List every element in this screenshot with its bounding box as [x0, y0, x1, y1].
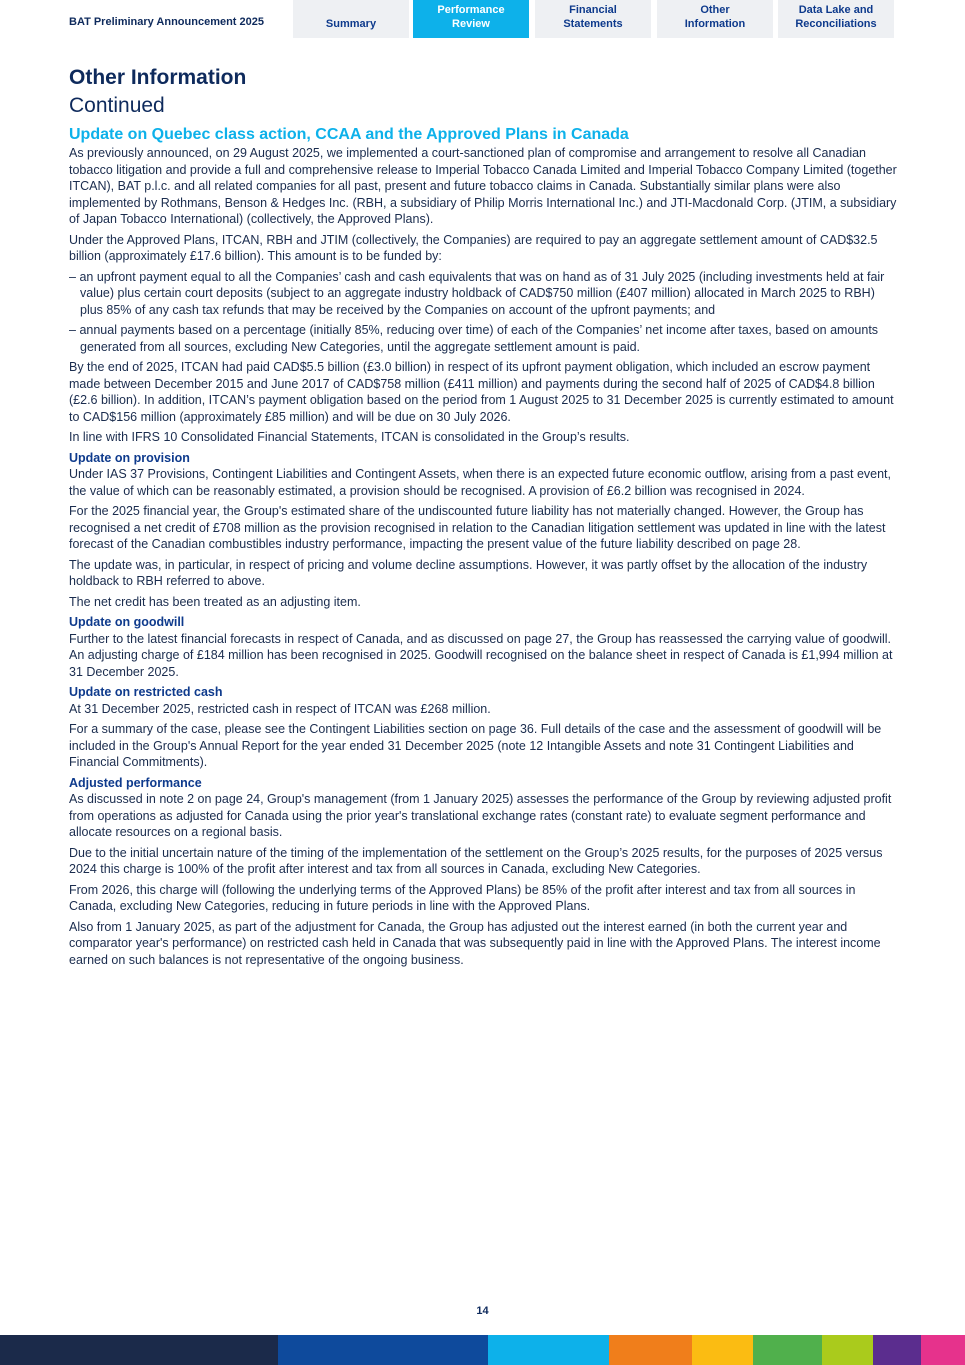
main-content	[69, 64, 897, 972]
footer-segment	[873, 1335, 921, 1365]
page-subtitle: Continued	[69, 94, 165, 117]
list-item: – an upfront payment equal to all the Companies’ cash and cash equivalents that was on hand as of 31 July 2025 (including investments held at fair value) plus certain court deposits (subject to an aggregate industry holdback of CAD$750 million (£407 million) allocated in March 2025 to RBH) plus 85% of any cash tax refunds that may be received by the Companies on account of the upfront payments; and	[69, 269, 897, 319]
tab-performance-review[interactable]	[413, 0, 529, 38]
footer-segment	[692, 1335, 753, 1365]
tab-performance-review-label: Performance Review	[437, 4, 505, 30]
footer-segment	[822, 1335, 873, 1365]
bullet-list	[69, 269, 897, 356]
tab-data-lake-label: Data Lake and Reconciliations	[795, 4, 877, 30]
paragraph: At 31 December 2025, restricted cash in respect of ITCAN was £268 million.	[69, 701, 491, 716]
tab-other-information-label: Other Information	[684, 4, 746, 30]
footer-segment	[0, 1335, 278, 1365]
section-heading: Update on Quebec class action, CCAA and the Approved Plans in Canada	[69, 126, 629, 143]
footer-segment	[488, 1335, 609, 1365]
list-item: – annual payments based on a percentage (initially 85%, reducing over time) of each of the Companies’ net income after taxes, based on amounts generated from all sources, excluding New Categories, until the aggregate settlement amount is paid.	[69, 322, 897, 355]
header-nav	[0, 0, 965, 38]
paragraph: As discussed in note 2 on page 24, Group's management (from 1 January 2025) assesses the performance of the Group by reviewing adjusted profit from operations as adjusted for Canada using the prior year's translational exchange rates (constant rate) to evaluate segment performance and allocate resources on a regional basis.	[69, 792, 892, 839]
footer-segment	[921, 1335, 965, 1365]
paragraph: Under the Approved Plans, ITCAN, RBH and JTIM (collectively, the Companies) are required to pay an aggregate settlement amount of CAD$32.5 billion (approximately £17.6 billion). This amount is to be funded by:	[69, 232, 878, 263]
footer-color-bar	[0, 1335, 965, 1365]
footer-segment	[609, 1335, 692, 1365]
subheading-adjusted-performance: Adjusted performance	[69, 775, 202, 790]
paragraph: Under IAS 37 Provisions, Contingent Liabilities and Contingent Assets, when there is an expected future economic outflow, arising from a past event, the value of which can be reasonably estimated, a provision should be recognised. A provision of £6.2 billion was recognised in 2024.	[69, 467, 891, 498]
page-title: Other Information	[69, 66, 247, 89]
paragraph: Also from 1 January 2025, as part of the adjustment for Canada, the Group has adjusted out the interest earned (in both the current year and comparator year's performance) on restricted cash held in Canada that was subsequently paid in line with the Approved Plans. The interest income earned on such balances is not representative of the ongoing business.	[69, 919, 881, 967]
tab-summary[interactable]: Summary	[293, 0, 409, 38]
paragraph: By the end of 2025, ITCAN had paid CAD$5.5 billion (£3.0 billion) in respect of its upfront payment obligation, which included an escrow payment made between December 2015 and June 2017 of CAD$758 million (£411 million) and payments during the second half of 2025 of CAD$4.8 billion (£2.6 billion). In addition, ITCAN’s payment obligation based on the period from 1 August 2025 to 31 December 2025 is currently estimated to amount to CAD$156 million (approximately £85 million) and will be due on 30 July 2026.	[69, 360, 894, 424]
page-number: 14	[476, 1305, 489, 1317]
paragraph: From 2026, this charge will (following the underlying terms of the Approved Plans) be 85% of the profit after interest and tax from all sources in Canada, excluding New Categories, reducing in future periods in line with the Approved Plans.	[69, 882, 856, 913]
paragraph: In line with IFRS 10 Consolidated Financial Statements, ITCAN is consolidated in the Group’s results.	[69, 430, 630, 444]
tab-financial-statements[interactable]	[535, 0, 651, 38]
subheading-restricted-cash: Update on restricted cash	[69, 685, 223, 699]
tab-financial-statements-label: Financial Statements	[563, 4, 623, 30]
tab-data-lake[interactable]	[778, 0, 894, 38]
paragraph: For the 2025 financial year, the Group's estimated share of the undiscounted future liability has not materially changed. However, the Group has recognised a net credit of £708 million as the provision recognised in relation to the Canadian litigation settlement was updated in line with the latest forecast of the Canadian combustibles industry performance, impacting the present value of the future liability described on page 28.	[69, 504, 886, 551]
paragraph: For a summary of the case, please see the Contingent Liabilities section on page 36. Full details of the case and the assessment of goodwill will be included in the Group's Annual Report for the year ended 31 December 2025 (note 12 Intangible Assets and note 31 Contingent Liabilities and Financial Commitments).	[69, 722, 882, 769]
paragraph: The net credit has been treated as an adjusting item.	[69, 594, 361, 609]
paragraph: As previously announced, on 29 August 2025, we implemented a court-sanctioned plan of compromise and arrangement to resolve all Canadian tobacco litigation and provide a full and comprehensive release to Imperial Tobacco Canada Limited and Imperial Tobacco Company Limited (together ITCAN), BAT p.l.c. and all related companies for all past, present and future tobacco claims in Canada. Substantially similar plans were also implemented by Rothmans, Benson & Hedges Inc. (RBH, a subsidiary of Philip Morris International Inc.) and JTI-Macdonald Corp. (JTIM, a subsidiary of Japan Tobacco International) (collectively, the Approved Plans).	[69, 146, 897, 226]
paragraph: Due to the initial uncertain nature of the timing of the implementation of the settlement on the Group’s 2025 results, for the purposes of 2025 versus 2024 this charge is 100% of the profit after interest and tax from all sources in Canada, excluding New Categories.	[69, 845, 883, 876]
tab-other-information[interactable]	[657, 0, 773, 38]
subheading-goodwill: Update on goodwill	[69, 615, 185, 629]
footer-segment	[278, 1335, 488, 1365]
paragraph: Further to the latest financial forecasts in respect of Canada, and as discussed on page 27, the Group has reassessed the carrying value of goodwill. An adjusting charge of £184 million has been recognised in 2025. Goodwill recognised on the balance sheet in respect of Canada is £1,994 million at 31 December 2025.	[69, 631, 893, 679]
document-title: BAT Preliminary Announcement 2025	[69, 16, 264, 28]
footer-segment	[753, 1335, 822, 1365]
paragraph: The update was, in particular, in respect of pricing and volume decline assumptions. However, it was partly offset by the allocation of the industry holdback to RBH referred to above.	[69, 557, 868, 588]
subheading-provision: Update on provision	[69, 450, 190, 465]
